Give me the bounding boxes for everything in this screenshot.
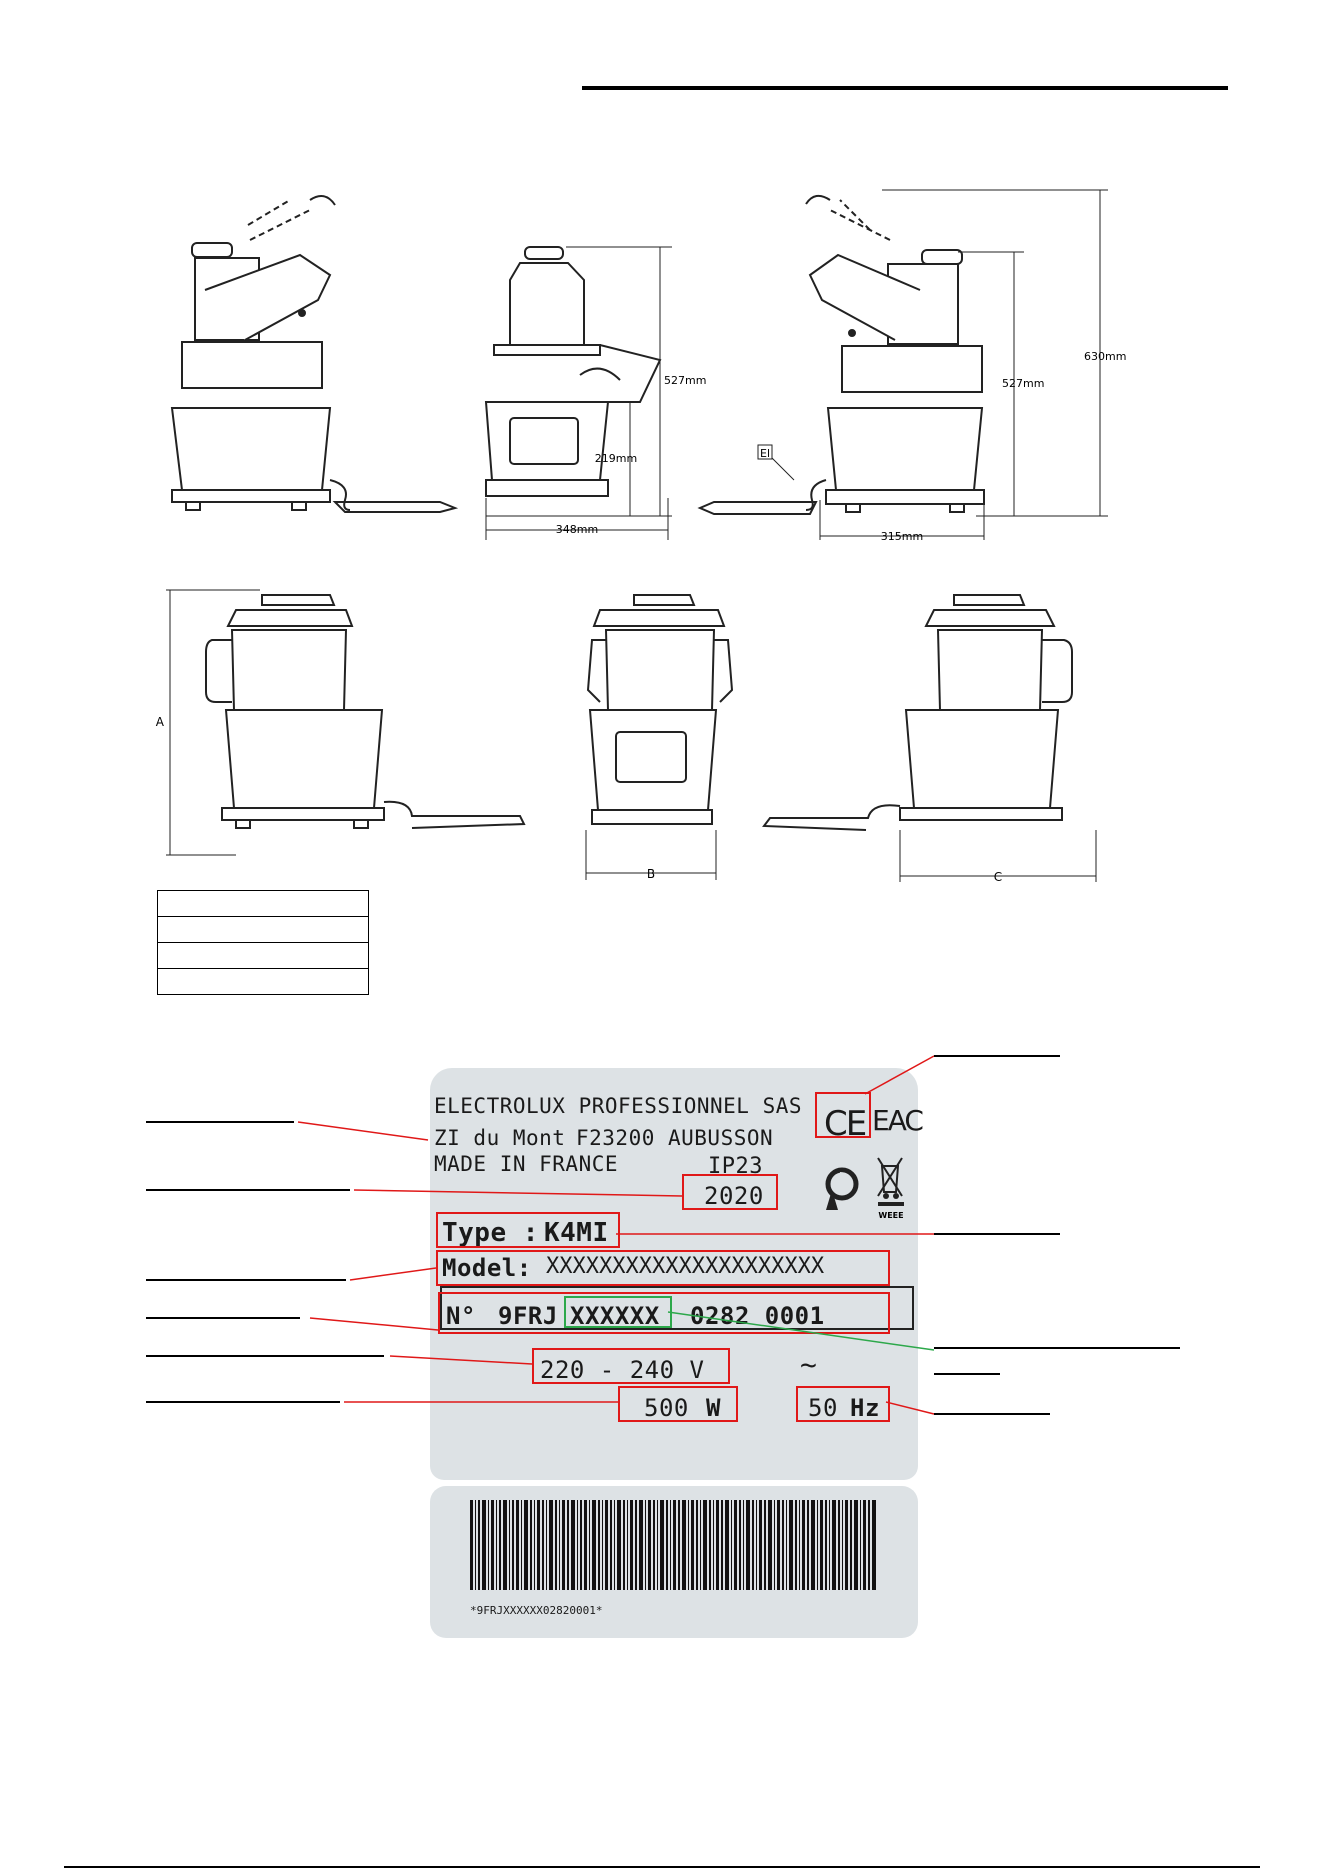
dim-label-219: 219mm	[594, 452, 638, 465]
plate-ip-rating: IP23	[708, 1154, 763, 1179]
plate-power-unit: W	[706, 1394, 721, 1422]
dim-label-c: C	[993, 870, 1003, 884]
dim-label-630: 630mm	[1084, 350, 1127, 363]
plate-serial-c: 0282 0001	[690, 1302, 825, 1330]
barcode-text: *9FRJXXXXXX02820001*	[470, 1604, 603, 1617]
dim-label-527-front: 527mm	[664, 374, 707, 387]
weee-label: WEEE	[878, 1211, 904, 1220]
dim-label-527-side: 527mm	[1002, 377, 1045, 390]
plate-power-value: 500	[644, 1394, 689, 1422]
plate-company-line: ELECTROLUX PROFESSIONNEL SAS	[434, 1094, 803, 1118]
dim-label-b: B	[646, 867, 656, 881]
plate-serial-prefix: N°	[446, 1302, 476, 1330]
dim-label-315: 315mm	[880, 530, 924, 543]
eac-mark-icon: EAC	[872, 1104, 922, 1137]
plate-type-value: K4MI	[544, 1218, 609, 1248]
plate-serial-a: 9FRJ	[498, 1302, 558, 1330]
plate-freq-value: 50	[808, 1394, 838, 1422]
plate-address-b: F23200 AUBUSSON	[576, 1126, 774, 1150]
footer-rule	[64, 1866, 1260, 1868]
plate-model-label: Model:	[442, 1254, 532, 1282]
plate-model-value: XXXXXXXXXXXXXXXXXXXXX	[546, 1254, 825, 1279]
plate-voltage: 220 - 240 V	[540, 1356, 705, 1384]
plate-serial-b: XXXXXX	[570, 1302, 660, 1330]
dim-label-348: 348mm	[555, 523, 599, 536]
plate-type-label: Type :	[442, 1218, 539, 1248]
plate-year: 2020	[704, 1182, 764, 1210]
ce-mark-icon: CE	[824, 1104, 866, 1144]
plate-ac-symbol: ~	[800, 1348, 818, 1381]
plate-freq-unit: Hz	[850, 1394, 880, 1422]
dim-tag-el: El	[760, 447, 771, 460]
plate-address-a: ZI du Mont	[434, 1126, 566, 1150]
plate-made-in: MADE IN FRANCE	[434, 1152, 619, 1176]
dim-label-a: A	[155, 715, 164, 729]
